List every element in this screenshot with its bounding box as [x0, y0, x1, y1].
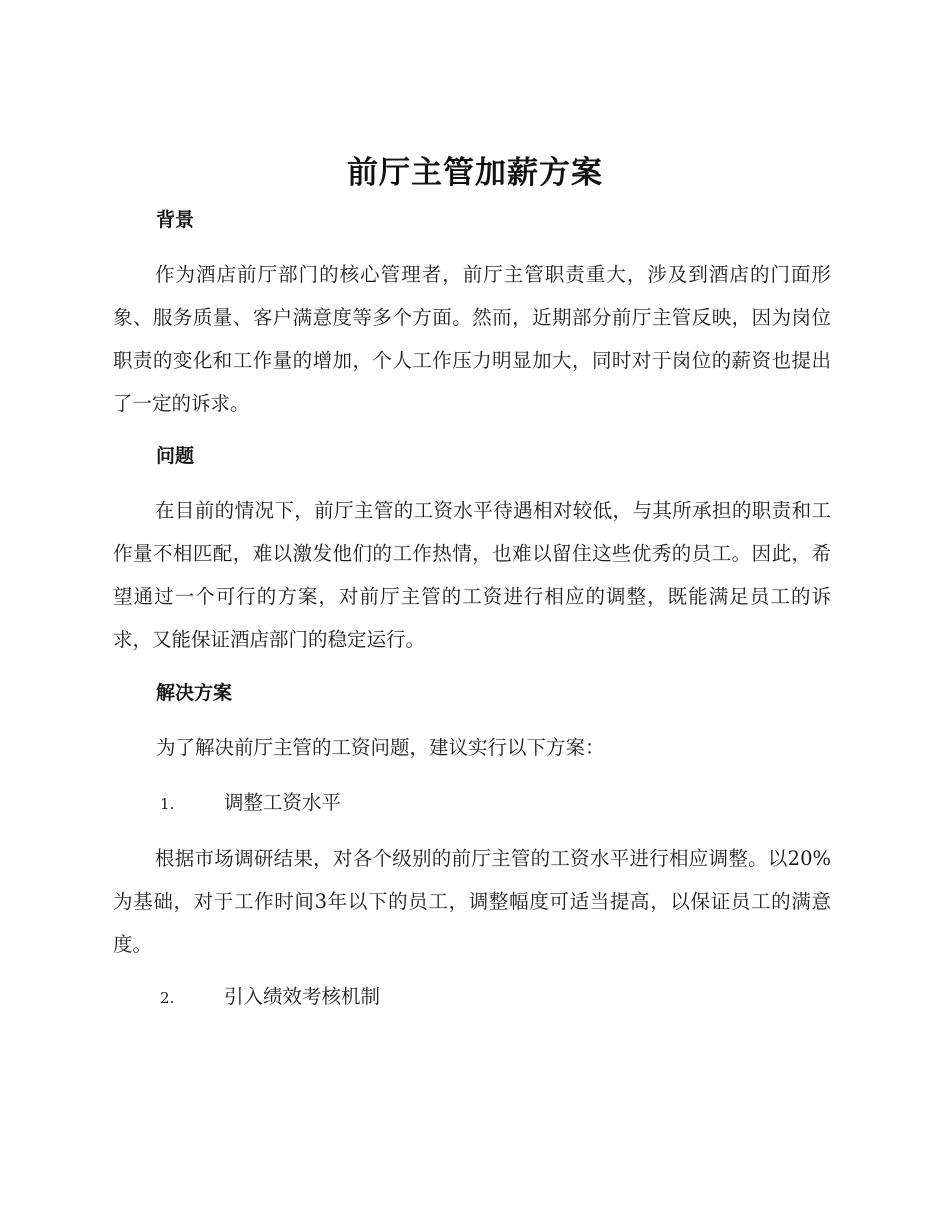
section-heading-solution: 解决方案	[156, 682, 233, 704]
list-label: 调整工资水平	[224, 791, 342, 814]
background-paragraph: 作为酒店前厅部门的核心管理者，前厅主管职责重大，涉及到酒店的门面形象、服务质量、客户满意度等多个方面。然而，近期部分前厅主管反映，因为岗位职责的变化和工作量的增加，个人工作压力明显加大，同时对于岗位的薪资也提出了一定的诉求。	[113, 263, 831, 415]
problem-paragraph: 在目前的情况下，前厅主管的工资水平待遇相对较低，与其所承担的职责和工作量不相匹配，难以激发他们的工作热情，也难以留住这些优秀的员工。因此，希望通过一个可行的方案，对前厅主管的工资进行相应的调整，既能满足员工的诉求，又能保证酒店部门的稳定运行。	[113, 499, 831, 651]
list-label: 引入绩效考核机制	[224, 985, 381, 1008]
list-item-1	[160, 789, 341, 818]
list-item-2	[160, 983, 380, 1012]
list-number: 1.	[160, 795, 175, 813]
section-heading-problem: 问题	[156, 445, 195, 467]
solution-intro: 为了解决前厅主管的工资问题，建议实行以下方案：	[156, 736, 605, 759]
section-heading-background: 背景	[156, 209, 195, 231]
list-item-1-paragraph: 根据市场调研结果，对各个级别的前厅主管的工资水平进行相应调整。以20%为基础，对于工作时间3年以下的员工，调整幅度可适当提高，以保证员工的满意度。	[113, 847, 831, 956]
document-title: 前厅主管加薪方案	[347, 155, 603, 191]
list-number: 2.	[160, 989, 175, 1007]
